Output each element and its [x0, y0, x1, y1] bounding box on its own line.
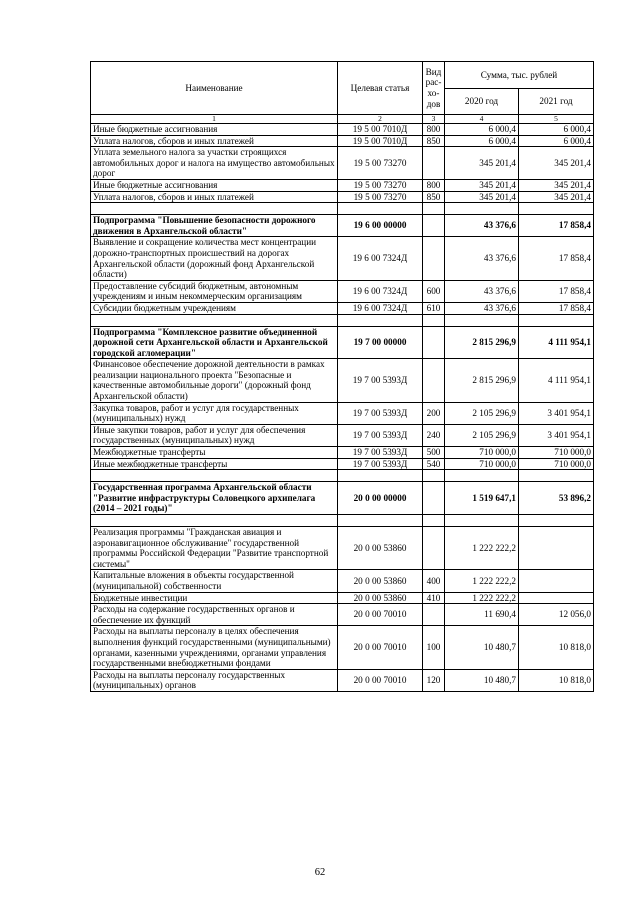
- cell-target-article: 20 0 00 70010: [338, 604, 423, 626]
- cell-target-article: 19 7 00 00000: [338, 326, 423, 359]
- spacer-row: [91, 203, 594, 215]
- header-target-article: Целевая статья: [338, 62, 423, 115]
- spacer-cell: [423, 470, 445, 482]
- cell-sum-2020: 345 201,4: [445, 179, 519, 191]
- spacer-row: [91, 515, 594, 527]
- header-sum: Сумма, тыс. рублей: [445, 62, 594, 89]
- table-row: [91, 359, 594, 402]
- cell-expense-type: [423, 359, 445, 402]
- cell-sum-2021: 345 201,4: [519, 147, 594, 180]
- cell-target-article: 19 6 00 7324Д: [338, 237, 423, 280]
- cell-sum-2020: 2 815 296,9: [445, 359, 519, 402]
- cell-expense-type: [423, 527, 445, 570]
- cell-target-article: 19 7 00 5393Д: [338, 424, 423, 446]
- table-row: [91, 179, 594, 191]
- cell-sum-2020: 1 222 222,2: [445, 592, 519, 604]
- spacer-cell: [91, 515, 338, 527]
- cell-name: Подпрограмма "Комплексное развитие объединенной дорожной сети Архангельской области и Архангельской городской агломерации": [91, 326, 338, 359]
- cell-sum-2021: 17 858,4: [519, 237, 594, 280]
- cell-name: Закупка товаров, работ и услуг для государственных (муниципальных) нужд: [91, 402, 338, 424]
- cell-sum-2021: [519, 527, 594, 570]
- cell-sum-2021: 3 401 954,1: [519, 424, 594, 446]
- cell-name: Финансовое обеспечение дорожной деятельности в рамках реализации национального проекта "Безопасные и качественные автомобильные дороги" (дорожный фонд Архангельской области): [91, 359, 338, 402]
- cell-sum-2020: 43 376,6: [445, 215, 519, 237]
- cell-name: Расходы на содержание государственных органов и обеспечение их функций: [91, 604, 338, 626]
- column-index: 5: [519, 115, 594, 124]
- cell-sum-2021: 53 896,2: [519, 482, 594, 515]
- cell-name: Уплата земельного налога за участки строящихся автомобильных дорог и налога на имущество автомобильных дорог: [91, 147, 338, 180]
- cell-expense-type: [423, 604, 445, 626]
- cell-target-article: 20 0 00 00000: [338, 482, 423, 515]
- cell-sum-2020: 1 519 647,1: [445, 482, 519, 515]
- cell-sum-2020: 710 000,0: [445, 458, 519, 470]
- cell-sum-2021: 710 000,0: [519, 458, 594, 470]
- cell-target-article: 20 0 00 70010: [338, 626, 423, 669]
- cell-sum-2021: 4 111 954,1: [519, 326, 594, 359]
- table-row-section: [91, 215, 594, 237]
- cell-sum-2021: 345 201,4: [519, 179, 594, 191]
- cell-sum-2021: 17 858,4: [519, 215, 594, 237]
- spacer-cell: [445, 203, 519, 215]
- cell-target-article: 20 0 00 53860: [338, 527, 423, 570]
- cell-sum-2020: 710 000,0: [445, 447, 519, 459]
- cell-target-article: 19 5 00 73270: [338, 179, 423, 191]
- cell-name: Иные межбюджетные трансферты: [91, 458, 338, 470]
- cell-expense-type: 540: [423, 458, 445, 470]
- spacer-row: [91, 314, 594, 326]
- cell-expense-type: 610: [423, 302, 445, 314]
- cell-name: Субсидии бюджетным учреждениям: [91, 302, 338, 314]
- table-row: [91, 147, 594, 180]
- header-name: Наименование: [91, 62, 338, 115]
- spacer-cell: [519, 470, 594, 482]
- spacer-row: [91, 470, 594, 482]
- cell-name: Уплата налогов, сборов и иных платежей: [91, 135, 338, 147]
- table-row: [91, 302, 594, 314]
- cell-name: Межбюджетные трансферты: [91, 447, 338, 459]
- cell-sum-2021: 6 000,4: [519, 124, 594, 136]
- cell-name: Государственная программа Архангельской области "Развитие инфраструктуры Соловецкого архипелага (2014 – 2021 годы)": [91, 482, 338, 515]
- cell-name: Иные бюджетные ассигнования: [91, 179, 338, 191]
- cell-expense-type: [423, 147, 445, 180]
- cell-expense-type: 850: [423, 191, 445, 203]
- cell-expense-type: [423, 215, 445, 237]
- table-row: [91, 280, 594, 302]
- cell-sum-2020: 1 222 222,2: [445, 527, 519, 570]
- table-row: [91, 191, 594, 203]
- spacer-cell: [445, 470, 519, 482]
- cell-sum-2021: 3 401 954,1: [519, 402, 594, 424]
- cell-expense-type: 410: [423, 592, 445, 604]
- table-row: [91, 626, 594, 669]
- table-row: [91, 669, 594, 691]
- spacer-cell: [519, 203, 594, 215]
- cell-name: Бюджетные инвестиции: [91, 592, 338, 604]
- cell-sum-2020: 43 376,6: [445, 302, 519, 314]
- cell-sum-2020: 43 376,6: [445, 280, 519, 302]
- cell-sum-2021: 345 201,4: [519, 191, 594, 203]
- spacer-cell: [519, 314, 594, 326]
- cell-sum-2020: 345 201,4: [445, 191, 519, 203]
- table-row: [91, 604, 594, 626]
- header-year-2020: 2020 год: [445, 89, 519, 115]
- column-index: 1: [91, 115, 338, 124]
- cell-expense-type: 120: [423, 669, 445, 691]
- spacer-cell: [338, 515, 423, 527]
- cell-sum-2020: 11 690,4: [445, 604, 519, 626]
- cell-name: Расходы на выплаты персоналу государственных (муниципальных) органов: [91, 669, 338, 691]
- column-index: 2: [338, 115, 423, 124]
- spacer-cell: [338, 314, 423, 326]
- cell-sum-2021: [519, 592, 594, 604]
- cell-target-article: 19 7 00 5393Д: [338, 447, 423, 459]
- cell-sum-2021: 12 056,0: [519, 604, 594, 626]
- cell-target-article: 19 5 00 73270: [338, 191, 423, 203]
- cell-target-article: 19 5 00 7010Д: [338, 135, 423, 147]
- cell-expense-type: 100: [423, 626, 445, 669]
- cell-sum-2020: 10 480,7: [445, 669, 519, 691]
- header-year-2021: 2021 год: [519, 89, 594, 115]
- table-row: [91, 124, 594, 136]
- cell-target-article: 19 6 00 7324Д: [338, 302, 423, 314]
- cell-sum-2020: 2 105 296,9: [445, 402, 519, 424]
- cell-expense-type: 800: [423, 124, 445, 136]
- spacer-cell: [91, 314, 338, 326]
- table-row: [91, 237, 594, 280]
- cell-name: Реализация программы "Гражданская авиация и аэронавигационное обслуживание" государственной программы Российской Федерации "Развитие транспортной системы": [91, 527, 338, 570]
- column-index: 3: [423, 115, 445, 124]
- header-expense-type: Вид рас-хо-дов: [423, 62, 445, 115]
- cell-name: Уплата налогов, сборов и иных платежей: [91, 191, 338, 203]
- table-row: [91, 424, 594, 446]
- cell-target-article: 19 5 00 73270: [338, 147, 423, 180]
- page-number: 62: [314, 867, 326, 878]
- table-row: [91, 447, 594, 459]
- cell-expense-type: 400: [423, 570, 445, 592]
- table-row: [91, 570, 594, 592]
- cell-expense-type: 600: [423, 280, 445, 302]
- cell-sum-2020: 345 201,4: [445, 147, 519, 180]
- cell-expense-type: [423, 326, 445, 359]
- cell-target-article: 20 0 00 53860: [338, 592, 423, 604]
- cell-target-article: 20 0 00 53860: [338, 570, 423, 592]
- cell-name: Иные бюджетные ассигнования: [91, 124, 338, 136]
- cell-target-article: 20 0 00 70010: [338, 669, 423, 691]
- cell-name: Капитальные вложения в объекты государственной (муниципальной) собственности: [91, 570, 338, 592]
- cell-expense-type: 800: [423, 179, 445, 191]
- cell-name: Подпрограмма "Повышение безопасности дорожного движения в Архангельской области": [91, 215, 338, 237]
- cell-target-article: 19 6 00 7324Д: [338, 280, 423, 302]
- cell-sum-2021: 17 858,4: [519, 302, 594, 314]
- cell-target-article: 19 5 00 7010Д: [338, 124, 423, 136]
- cell-target-article: 19 7 00 5393Д: [338, 359, 423, 402]
- cell-expense-type: 240: [423, 424, 445, 446]
- spacer-cell: [338, 203, 423, 215]
- cell-sum-2020: 1 222 222,2: [445, 570, 519, 592]
- spacer-cell: [423, 203, 445, 215]
- spacer-cell: [445, 515, 519, 527]
- spacer-cell: [338, 470, 423, 482]
- cell-expense-type: [423, 237, 445, 280]
- cell-name: Выявление и сокращение количества мест концентрации дорожно-транспортных происшествий на дорогах Архангельской области (дорожный фонд Архангельской области): [91, 237, 338, 280]
- table-row-section: [91, 326, 594, 359]
- cell-expense-type: 500: [423, 447, 445, 459]
- table-body: [91, 124, 594, 692]
- table-row-section: [91, 482, 594, 515]
- cell-sum-2020: 2 815 296,9: [445, 326, 519, 359]
- cell-name: Иные закупки товаров, работ и услуг для обеспечения государственных (муниципальных) нужд: [91, 424, 338, 446]
- budget-table: [90, 61, 594, 692]
- table-row: [91, 527, 594, 570]
- column-index: 4: [445, 115, 519, 124]
- spacer-cell: [423, 314, 445, 326]
- cell-target-article: 19 6 00 00000: [338, 215, 423, 237]
- table-row: [91, 402, 594, 424]
- table-row: [91, 458, 594, 470]
- spacer-cell: [423, 515, 445, 527]
- cell-name: Предоставление субсидий бюджетным, автономным учреждениям и иным некоммерческим организациям: [91, 280, 338, 302]
- cell-sum-2020: 10 480,7: [445, 626, 519, 669]
- cell-sum-2021: 710 000,0: [519, 447, 594, 459]
- cell-target-article: 19 7 00 5393Д: [338, 402, 423, 424]
- table-row: [91, 135, 594, 147]
- cell-sum-2020: 6 000,4: [445, 135, 519, 147]
- cell-sum-2021: 17 858,4: [519, 280, 594, 302]
- spacer-cell: [91, 203, 338, 215]
- cell-sum-2021: [519, 570, 594, 592]
- cell-sum-2020: 6 000,4: [445, 124, 519, 136]
- cell-sum-2021: 10 818,0: [519, 669, 594, 691]
- table-row: [91, 592, 594, 604]
- spacer-cell: [91, 470, 338, 482]
- cell-expense-type: [423, 482, 445, 515]
- cell-target-article: 19 7 00 5393Д: [338, 458, 423, 470]
- cell-name: Расходы на выплаты персоналу в целях обеспечения выполнения функций государственными (муниципальными) органами, казенными учреждениями, органами управления государственными внебюджетными фондами: [91, 626, 338, 669]
- cell-sum-2020: 43 376,6: [445, 237, 519, 280]
- cell-sum-2021: 6 000,4: [519, 135, 594, 147]
- cell-sum-2021: 4 111 954,1: [519, 359, 594, 402]
- cell-sum-2021: 10 818,0: [519, 626, 594, 669]
- cell-sum-2020: 2 105 296,9: [445, 424, 519, 446]
- spacer-cell: [445, 314, 519, 326]
- cell-expense-type: 850: [423, 135, 445, 147]
- spacer-cell: [519, 515, 594, 527]
- cell-expense-type: 200: [423, 402, 445, 424]
